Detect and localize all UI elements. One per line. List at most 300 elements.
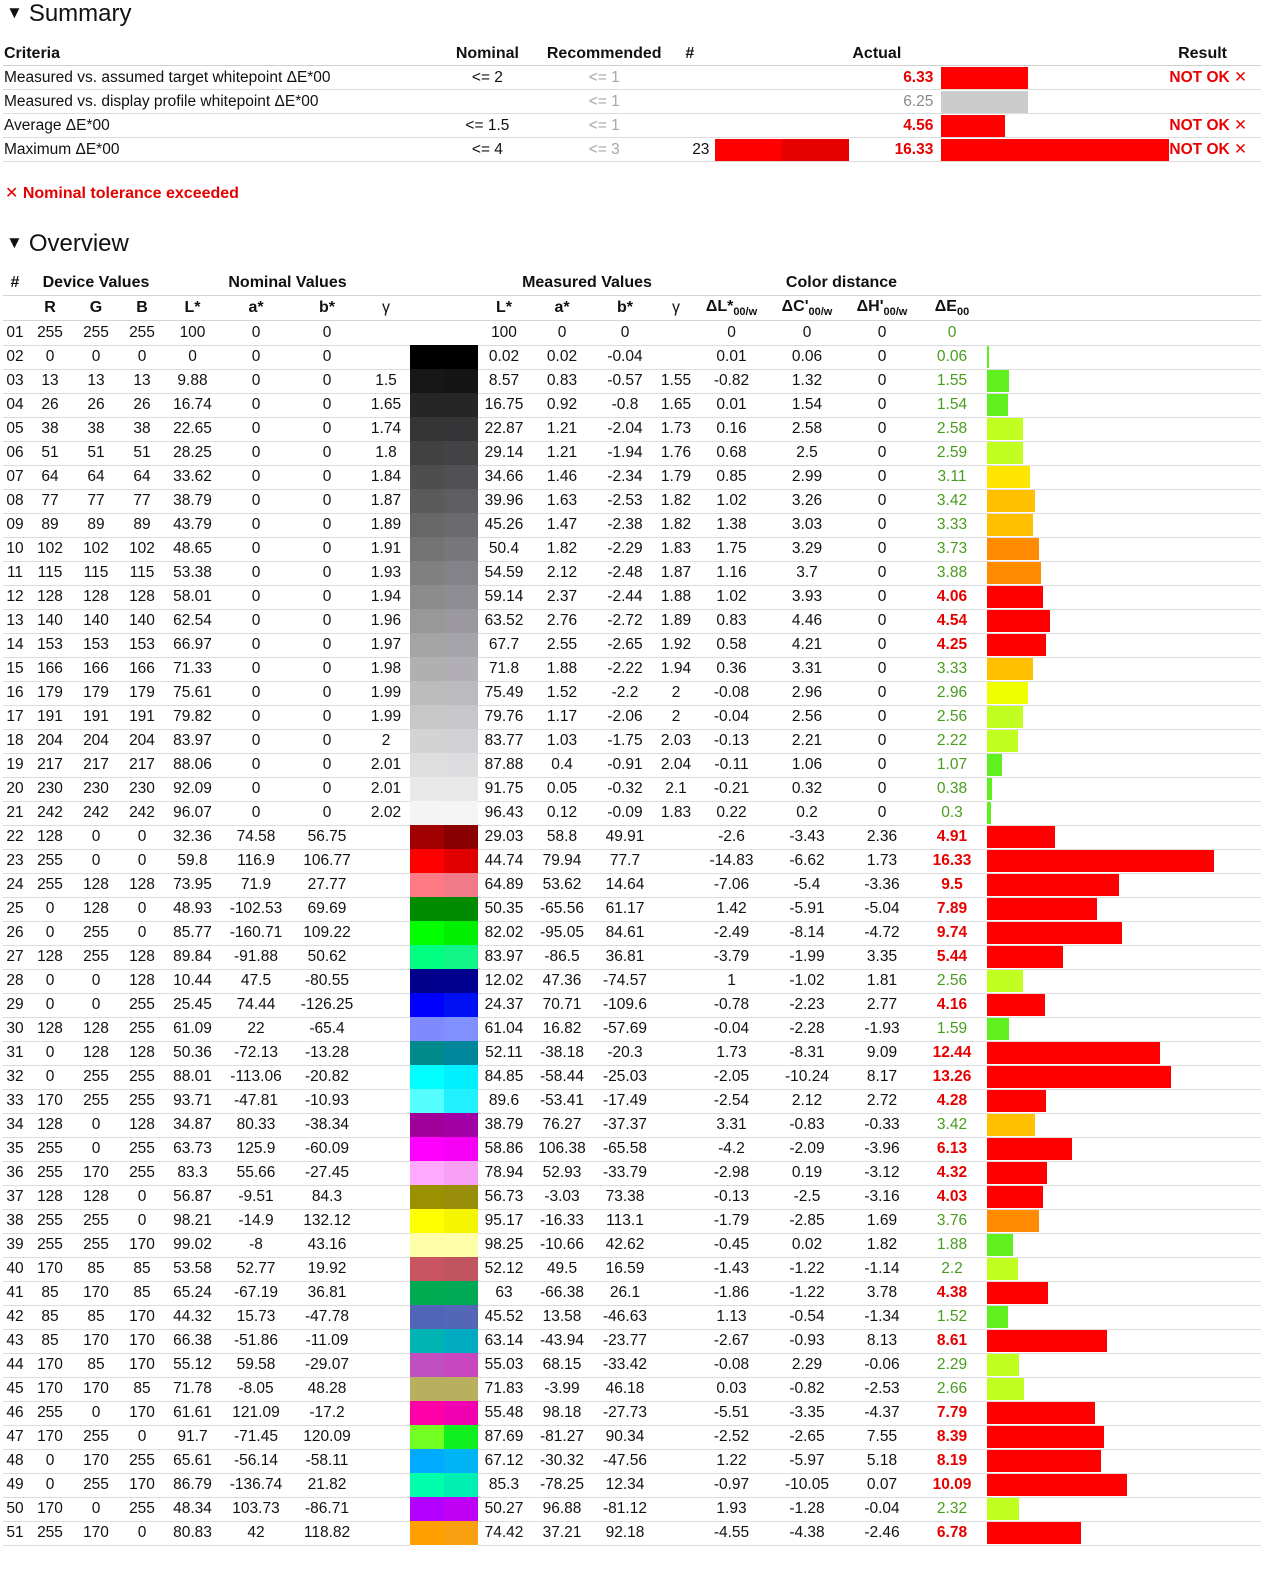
nominal-a: 0 <box>220 393 292 417</box>
device-g: 128 <box>73 1185 119 1209</box>
delta-E-bar-cell <box>987 681 1261 705</box>
nominal-gamma <box>362 1017 410 1041</box>
device-b: 0 <box>119 849 165 873</box>
patch-swatch <box>410 465 478 489</box>
delta-C: 0.19 <box>767 1161 847 1185</box>
measured-L: 45.52 <box>478 1305 530 1329</box>
summary-row <box>3 66 1261 90</box>
group-device-values: Device Values <box>27 271 165 296</box>
measured-L: 87.69 <box>478 1425 530 1449</box>
measured-a: 1.82 <box>530 537 594 561</box>
delta-H-sub: 00/w <box>883 306 908 319</box>
nominal-color <box>410 1449 444 1473</box>
overview-row <box>3 921 1261 945</box>
delta-C: -1.99 <box>767 945 847 969</box>
patch-num: 35 <box>3 1137 27 1161</box>
col-bar <box>941 42 1169 66</box>
nominal-L: 55.12 <box>165 1353 220 1377</box>
delta-E: 3.73 <box>917 537 987 561</box>
nominal-color <box>410 441 444 465</box>
delta-E-bar <box>987 466 1030 488</box>
device-g: 191 <box>73 705 119 729</box>
nominal-gamma: 1.87 <box>362 489 410 513</box>
device-b: 170 <box>119 1233 165 1257</box>
nominal-L: 71.78 <box>165 1377 220 1401</box>
patch-swatch <box>410 417 478 441</box>
nominal-gamma <box>362 993 410 1017</box>
measured-L: 83.97 <box>478 945 530 969</box>
patch-num: 40 <box>3 1257 27 1281</box>
nominal-a: 121.09 <box>220 1401 292 1425</box>
device-g: 115 <box>73 561 119 585</box>
measured-color <box>444 1305 478 1329</box>
device-b: 255 <box>119 1137 165 1161</box>
measured-gamma: 1.65 <box>656 393 696 417</box>
nominal-a: 116.9 <box>220 849 292 873</box>
nominal-b: 0 <box>292 729 362 753</box>
patch-swatch <box>410 1377 478 1401</box>
nominal-b: 0 <box>292 657 362 681</box>
nominal-b: 0 <box>292 513 362 537</box>
patch-swatch <box>410 1449 478 1473</box>
measured-gamma: 1.73 <box>656 417 696 441</box>
delta-E-bar-cell <box>987 1233 1261 1257</box>
device-r: 255 <box>27 1137 73 1161</box>
count-cell <box>664 66 715 90</box>
delta-C: 0.32 <box>767 777 847 801</box>
delta-E-bar <box>987 850 1214 872</box>
measured-b: -65.58 <box>594 1137 656 1161</box>
nominal-a: 55.66 <box>220 1161 292 1185</box>
nominal-gamma <box>362 1353 410 1377</box>
measured-a: 1.46 <box>530 465 594 489</box>
measured-L: 29.14 <box>478 441 530 465</box>
overview-table <box>3 271 1261 1546</box>
measured-gamma <box>656 1185 696 1209</box>
delta-E-bar <box>987 490 1035 512</box>
patch-num: 04 <box>3 393 27 417</box>
nominal-color <box>410 1329 444 1353</box>
measured-gamma: 1.55 <box>656 369 696 393</box>
measured-b: 46.18 <box>594 1377 656 1401</box>
measured-color <box>444 1401 478 1425</box>
delta-H: 2.72 <box>847 1089 917 1113</box>
delta-E-bar <box>987 1402 1095 1424</box>
patch-swatch <box>410 1089 478 1113</box>
delta-E: 0.38 <box>917 777 987 801</box>
device-g: 77 <box>73 489 119 513</box>
nominal-b: -29.07 <box>292 1353 362 1377</box>
delta-C: 4.21 <box>767 633 847 657</box>
measured-a: 1.17 <box>530 705 594 729</box>
device-g: 128 <box>73 585 119 609</box>
measured-L: 89.6 <box>478 1089 530 1113</box>
overview-row <box>3 1329 1261 1353</box>
delta-E: 2.96 <box>917 681 987 705</box>
measured-gamma: 1.92 <box>656 633 696 657</box>
nominal-L: 66.97 <box>165 633 220 657</box>
overview-row <box>3 1473 1261 1497</box>
overview-row <box>3 729 1261 753</box>
nominal-a: 0 <box>220 705 292 729</box>
nominal-L: 99.02 <box>165 1233 220 1257</box>
measured-L: 29.03 <box>478 825 530 849</box>
delta-C: -5.97 <box>767 1449 847 1473</box>
nominal-b: -13.28 <box>292 1041 362 1065</box>
nominal-L: 9.88 <box>165 369 220 393</box>
nominal-L: 93.71 <box>165 1089 220 1113</box>
device-b: 255 <box>119 1449 165 1473</box>
tolerance-note: ✕ Nominal tolerance exceeded <box>5 185 239 202</box>
measured-gamma <box>656 1161 696 1185</box>
measured-gamma: 1.83 <box>656 537 696 561</box>
delta-E-bar-cell <box>987 1449 1261 1473</box>
measured-b: -0.32 <box>594 777 656 801</box>
group-measured-values: Measured Values <box>478 271 696 296</box>
device-r: 191 <box>27 705 73 729</box>
delta-L: -1.86 <box>696 1281 767 1305</box>
delta-H: -1.93 <box>847 1017 917 1041</box>
nominal-L: 71.33 <box>165 657 220 681</box>
nominal-L: 62.54 <box>165 609 220 633</box>
delta-C: -1.22 <box>767 1257 847 1281</box>
nominal-a: 0 <box>220 657 292 681</box>
patch-num: 29 <box>3 993 27 1017</box>
nominal-L: 75.61 <box>165 681 220 705</box>
nominal-gamma <box>362 1065 410 1089</box>
measured-b: -25.03 <box>594 1065 656 1089</box>
delta-C: -4.38 <box>767 1521 847 1545</box>
nominal-L: 91.7 <box>165 1425 220 1449</box>
device-g: 255 <box>73 1425 119 1449</box>
nominal-gamma <box>362 1257 410 1281</box>
measured-a: -58.44 <box>530 1065 594 1089</box>
sub-measured-b: b* <box>594 296 656 321</box>
measured-L: 75.49 <box>478 681 530 705</box>
delta-E-bar <box>987 1522 1081 1544</box>
overview-row <box>3 873 1261 897</box>
device-r: 0 <box>27 969 73 993</box>
delta-H: -0.04 <box>847 1497 917 1521</box>
col-recommended: Recommended <box>544 42 664 66</box>
measured-L: 12.02 <box>478 969 530 993</box>
actual-swatch-cell <box>715 90 852 114</box>
measured-L: 64.89 <box>478 873 530 897</box>
measured-b: -2.22 <box>594 657 656 681</box>
delta-L: 1.02 <box>696 585 767 609</box>
measured-b: -27.73 <box>594 1401 656 1425</box>
delta-L: -2.05 <box>696 1065 767 1089</box>
device-r: 115 <box>27 561 73 585</box>
device-g: 128 <box>73 873 119 897</box>
patch-num: 42 <box>3 1305 27 1329</box>
device-r: 128 <box>27 1113 73 1137</box>
delta-E-bar <box>987 994 1045 1016</box>
overview-row <box>3 609 1261 633</box>
patch-num: 10 <box>3 537 27 561</box>
measured-gamma <box>656 897 696 921</box>
device-g: 170 <box>73 1521 119 1545</box>
nominal-color <box>410 849 444 873</box>
nominal-b: 0 <box>292 585 362 609</box>
delta-E-bar-cell <box>987 1305 1261 1329</box>
delta-L: -3.79 <box>696 945 767 969</box>
measured-L: 50.4 <box>478 537 530 561</box>
sub-measured-gamma: γ <box>656 296 696 321</box>
nominal-gamma <box>362 849 410 873</box>
nominal-gamma <box>362 321 410 346</box>
delta-E-bar <box>987 1138 1072 1160</box>
delta-C: -6.62 <box>767 849 847 873</box>
measured-a: 53.62 <box>530 873 594 897</box>
nominal-L: 96.07 <box>165 801 220 825</box>
criteria-cell: Average ΔE*00 <box>3 114 431 138</box>
nominal-L: 73.95 <box>165 873 220 897</box>
device-b: 230 <box>119 777 165 801</box>
delta-L: -0.82 <box>696 369 767 393</box>
measured-L: 44.74 <box>478 849 530 873</box>
measured-b: -33.42 <box>594 1353 656 1377</box>
measured-b: -81.12 <box>594 1497 656 1521</box>
delta-E-bar <box>987 682 1028 704</box>
measured-a: 37.21 <box>530 1521 594 1545</box>
overview-row <box>3 657 1261 681</box>
overview-heading[interactable] <box>6 230 129 258</box>
delta-C: 2.56 <box>767 705 847 729</box>
delta-H: -3.36 <box>847 873 917 897</box>
overview-row <box>3 945 1261 969</box>
device-b: 0 <box>119 921 165 945</box>
delta-L: 0.83 <box>696 609 767 633</box>
device-b: 38 <box>119 417 165 441</box>
delta-E-bar <box>987 586 1043 608</box>
nominal-L: 38.79 <box>165 489 220 513</box>
measured-b: -23.77 <box>594 1329 656 1353</box>
count-cell <box>664 114 715 138</box>
delta-E-bar <box>987 394 1008 416</box>
nominal-gamma: 1.97 <box>362 633 410 657</box>
measured-L: 67.12 <box>478 1449 530 1473</box>
device-g: 64 <box>73 465 119 489</box>
delta-E-bar-cell <box>987 1137 1261 1161</box>
delta-H: 0 <box>847 513 917 537</box>
device-b: 102 <box>119 537 165 561</box>
overview-row <box>3 489 1261 513</box>
nominal-b: 0 <box>292 633 362 657</box>
delta-C: 3.93 <box>767 585 847 609</box>
delta-E-bar-cell <box>987 1065 1261 1089</box>
delta-E-bar-cell <box>987 777 1261 801</box>
measured-gamma <box>656 345 696 369</box>
patch-num: 19 <box>3 753 27 777</box>
measured-b: 49.91 <box>594 825 656 849</box>
measured-gamma <box>656 1377 696 1401</box>
delta-C: 2.29 <box>767 1353 847 1377</box>
nominal-color <box>410 1473 444 1497</box>
measured-a: 98.18 <box>530 1401 594 1425</box>
delta-E-bar-cell <box>987 1257 1261 1281</box>
delta-E-bar <box>987 946 1063 968</box>
nominal-gamma <box>362 1305 410 1329</box>
delta-E-bar <box>987 826 1055 848</box>
measured-color <box>444 1449 478 1473</box>
measured-color <box>444 1089 478 1113</box>
actual-bar-cell <box>941 138 1169 162</box>
device-r: 204 <box>27 729 73 753</box>
delta-H: -1.34 <box>847 1305 917 1329</box>
delta-E: 1.07 <box>917 753 987 777</box>
measured-a: 1.47 <box>530 513 594 537</box>
nominal-color <box>410 777 444 801</box>
measured-L: 50.27 <box>478 1497 530 1521</box>
measured-color <box>444 585 478 609</box>
delta-E: 8.19 <box>917 1449 987 1473</box>
measured-gamma <box>656 825 696 849</box>
delta-E: 2.2 <box>917 1257 987 1281</box>
delta-C: -5.91 <box>767 897 847 921</box>
delta-E-bar-cell <box>987 753 1261 777</box>
nominal-color <box>410 393 444 417</box>
nominal-a: 0 <box>220 537 292 561</box>
nominal-L: 48.65 <box>165 537 220 561</box>
measured-b: 42.62 <box>594 1233 656 1257</box>
device-g: 255 <box>73 921 119 945</box>
delta-L: 1.13 <box>696 1305 767 1329</box>
measured-b: -37.37 <box>594 1113 656 1137</box>
patch-swatch <box>410 945 478 969</box>
measured-color <box>444 705 478 729</box>
recommended-cell: <= 3 <box>544 138 664 162</box>
delta-C: 2.12 <box>767 1089 847 1113</box>
measured-b: 0 <box>594 321 656 346</box>
overview-row <box>3 849 1261 873</box>
nominal-gamma: 2.01 <box>362 753 410 777</box>
delta-L: -0.45 <box>696 1233 767 1257</box>
measured-b: 77.7 <box>594 849 656 873</box>
result-cell: NOT OK ✕ <box>1169 138 1261 162</box>
overview-row <box>3 633 1261 657</box>
measured-gamma: 1.88 <box>656 585 696 609</box>
delta-E-sub: 00 <box>956 306 970 319</box>
measured-a: 0.05 <box>530 777 594 801</box>
delta-E-bar <box>987 442 1023 464</box>
nominal-gamma <box>362 1185 410 1209</box>
measured-color <box>444 681 478 705</box>
patch-num: 02 <box>3 345 27 369</box>
measured-color <box>444 1137 478 1161</box>
device-b: 128 <box>119 945 165 969</box>
delta-E: 3.33 <box>917 657 987 681</box>
nominal-b: -11.09 <box>292 1329 362 1353</box>
measured-color <box>444 1377 478 1401</box>
measured-L: 54.59 <box>478 561 530 585</box>
measured-gamma <box>656 1233 696 1257</box>
delta-H: 9.09 <box>847 1041 917 1065</box>
overview-row <box>3 1113 1261 1137</box>
delta-L: -4.2 <box>696 1137 767 1161</box>
measured-L: 71.83 <box>478 1377 530 1401</box>
collapse-triangle-icon: ▼ <box>6 233 23 252</box>
device-r: 128 <box>27 825 73 849</box>
delta-E-bar <box>987 1114 1035 1136</box>
delta-E-bar <box>987 922 1122 944</box>
delta-E-bar <box>987 730 1018 752</box>
delta-E: 1.88 <box>917 1233 987 1257</box>
measured-gamma: 2 <box>656 705 696 729</box>
delta-E: 13.26 <box>917 1065 987 1089</box>
nominal-gamma <box>362 1113 410 1137</box>
delta-E-bar <box>987 778 992 800</box>
measured-a: 1.21 <box>530 417 594 441</box>
device-r: 0 <box>27 1065 73 1089</box>
nominal-b: 48.28 <box>292 1377 362 1401</box>
overview-row <box>3 369 1261 393</box>
measured-gamma: 1.76 <box>656 441 696 465</box>
nominal-gamma: 1.93 <box>362 561 410 585</box>
nominal-color <box>410 1017 444 1041</box>
nominal-a: 15.73 <box>220 1305 292 1329</box>
nominal-L: 98.21 <box>165 1209 220 1233</box>
patch-num: 34 <box>3 1113 27 1137</box>
measured-color <box>444 1497 478 1521</box>
measured-gamma: 1.87 <box>656 561 696 585</box>
delta-E-bar-cell <box>987 585 1261 609</box>
delta-H: 0 <box>847 609 917 633</box>
delta-E-bar <box>987 898 1097 920</box>
nominal-color <box>410 873 444 897</box>
nominal-color <box>410 1185 444 1209</box>
nominal-gamma: 1.84 <box>362 465 410 489</box>
delta-C: 3.7 <box>767 561 847 585</box>
nominal-color <box>410 1497 444 1521</box>
measured-L: 16.75 <box>478 393 530 417</box>
measured-a: 0.4 <box>530 753 594 777</box>
delta-E: 7.79 <box>917 1401 987 1425</box>
delta-H: 0 <box>847 369 917 393</box>
measured-gamma <box>656 1137 696 1161</box>
device-b: 0 <box>119 897 165 921</box>
measured-a: -86.5 <box>530 945 594 969</box>
nominal-a: -136.74 <box>220 1473 292 1497</box>
delta-H: 3.35 <box>847 945 917 969</box>
delta-C: 0.06 <box>767 345 847 369</box>
delta-C: -10.24 <box>767 1065 847 1089</box>
nominal-color <box>410 369 444 393</box>
measured-b: -0.91 <box>594 753 656 777</box>
measured-a: -81.27 <box>530 1425 594 1449</box>
measured-b: -46.63 <box>594 1305 656 1329</box>
device-g: 255 <box>73 321 119 346</box>
delta-L: 1.02 <box>696 489 767 513</box>
nominal-L: 53.58 <box>165 1257 220 1281</box>
delta-L: 1.38 <box>696 513 767 537</box>
delta-L: 1.75 <box>696 537 767 561</box>
measured-color <box>444 801 478 825</box>
measured-L: 100 <box>478 321 530 346</box>
delta-E-bar <box>987 1018 1009 1040</box>
summary-heading[interactable] <box>6 0 132 28</box>
measured-gamma: 1.89 <box>656 609 696 633</box>
patch-num: 20 <box>3 777 27 801</box>
nominal-gamma <box>362 1521 410 1545</box>
nominal-a: -14.9 <box>220 1209 292 1233</box>
overview-row <box>3 1065 1261 1089</box>
measured-gamma <box>656 1017 696 1041</box>
delta-E-bar-cell <box>987 321 1261 346</box>
result-cell <box>1169 90 1261 114</box>
measured-b: -74.57 <box>594 969 656 993</box>
measured-gamma <box>656 1257 696 1281</box>
